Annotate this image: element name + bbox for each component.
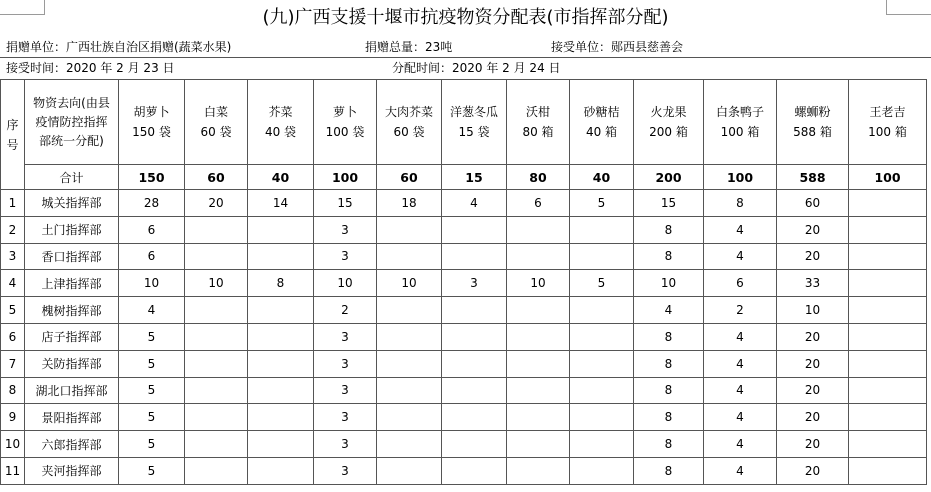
destination-header-text: 物资去向(由县疫情防控指挥部统一分配) — [33, 95, 110, 148]
seq-cell: 8 — [1, 377, 25, 404]
value-cell — [248, 377, 314, 404]
total-cell: 80 — [507, 165, 570, 190]
total-cell: 100 — [314, 165, 377, 190]
value-cell: 10 — [119, 270, 185, 297]
value-cell: 14 — [248, 190, 314, 217]
item-name: 芥菜 — [268, 105, 293, 119]
value-cell — [507, 457, 570, 484]
value-cell — [377, 350, 442, 377]
value-cell: 18 — [377, 190, 442, 217]
value-cell: 15 — [634, 190, 704, 217]
seq-cell: 9 — [1, 404, 25, 431]
value-cell: 3 — [314, 243, 377, 270]
value-cell — [442, 243, 507, 270]
value-cell: 10 — [185, 270, 248, 297]
value-cell — [849, 377, 927, 404]
table-row — [1, 377, 927, 404]
value-cell — [248, 457, 314, 484]
item-name: 白菜 — [203, 105, 228, 119]
value-cell: 8 — [634, 404, 704, 431]
value-cell — [507, 404, 570, 431]
item-quantity: 60 袋 — [393, 125, 425, 139]
value-cell: 10 — [377, 270, 442, 297]
value-cell — [849, 431, 927, 458]
total-cell: 60 — [377, 165, 442, 190]
value-cell: 4 — [704, 377, 777, 404]
table-row — [1, 270, 927, 297]
value-cell: 20 — [777, 350, 849, 377]
value-cell — [248, 350, 314, 377]
value-cell — [849, 457, 927, 484]
item-quantity: 40 袋 — [264, 125, 297, 139]
value-cell: 10 — [634, 270, 704, 297]
donor-info: 捐赠单位：广西壮族自治区捐赠(蔬菜水果) — [6, 40, 232, 54]
destination-cell: 湖北口指挥部 — [25, 377, 119, 404]
value-cell — [442, 297, 507, 324]
table-row — [1, 243, 927, 270]
item-header — [119, 80, 185, 165]
total-info: 捐赠总量：23吨 — [365, 40, 453, 54]
info-divider — [0, 57, 931, 58]
value-cell: 4 — [634, 297, 704, 324]
value-cell: 4 — [442, 190, 507, 217]
value-cell — [849, 190, 927, 217]
value-cell — [507, 243, 570, 270]
value-cell — [248, 216, 314, 243]
value-cell: 4 — [704, 457, 777, 484]
item-header — [314, 80, 377, 165]
header-row — [1, 80, 927, 165]
item-header — [248, 80, 314, 165]
value-cell: 2 — [704, 297, 777, 324]
value-cell — [442, 323, 507, 350]
value-cell — [570, 431, 634, 458]
value-cell — [570, 323, 634, 350]
value-cell: 20 — [777, 377, 849, 404]
value-cell: 6 — [704, 270, 777, 297]
value-cell — [507, 350, 570, 377]
item-name: 砂糖桔 — [583, 105, 620, 119]
value-cell: 8 — [634, 216, 704, 243]
value-cell — [570, 377, 634, 404]
value-cell: 28 — [119, 190, 185, 217]
value-cell — [849, 216, 927, 243]
value-cell — [507, 323, 570, 350]
value-cell: 5 — [119, 404, 185, 431]
seq-cell: 5 — [1, 297, 25, 324]
table-row — [1, 323, 927, 350]
destination-cell: 香口指挥部 — [25, 243, 119, 270]
value-cell: 8 — [634, 243, 704, 270]
item-header — [570, 80, 634, 165]
item-name: 胡萝卜 — [133, 105, 170, 119]
value-cell: 20 — [185, 190, 248, 217]
item-name: 大肉芥菜 — [385, 105, 434, 119]
value-cell — [442, 431, 507, 458]
item-header — [507, 80, 570, 165]
destination-cell: 六郎指挥部 — [25, 431, 119, 458]
value-cell: 3 — [314, 350, 377, 377]
table-row — [1, 216, 927, 243]
value-cell — [185, 297, 248, 324]
value-cell — [185, 323, 248, 350]
value-cell — [442, 377, 507, 404]
value-cell — [248, 297, 314, 324]
seq-cell: 11 — [1, 457, 25, 484]
value-cell — [570, 297, 634, 324]
value-cell — [570, 350, 634, 377]
total-cell: 588 — [777, 165, 849, 190]
destination-cell: 城关指挥部 — [25, 190, 119, 217]
value-cell: 33 — [777, 270, 849, 297]
value-cell: 20 — [777, 243, 849, 270]
value-cell — [377, 377, 442, 404]
item-quantity: 40 箱 — [585, 125, 618, 139]
value-cell: 8 — [634, 457, 704, 484]
value-cell: 6 — [119, 243, 185, 270]
seq-cell: 3 — [1, 243, 25, 270]
value-cell: 8 — [634, 350, 704, 377]
value-cell: 10 — [314, 270, 377, 297]
value-cell — [570, 216, 634, 243]
seq-header — [1, 80, 25, 190]
value-cell: 3 — [314, 323, 377, 350]
total-label: 合计 — [25, 165, 119, 190]
value-cell: 5 — [570, 190, 634, 217]
value-cell: 8 — [248, 270, 314, 297]
value-cell: 5 — [119, 431, 185, 458]
value-cell: 20 — [777, 404, 849, 431]
value-cell: 5 — [119, 457, 185, 484]
value-cell: 4 — [704, 431, 777, 458]
value-cell — [377, 243, 442, 270]
value-cell — [507, 377, 570, 404]
total-cell: 200 — [634, 165, 704, 190]
table-row — [1, 350, 927, 377]
destination-cell: 店子指挥部 — [25, 323, 119, 350]
received-time-info: 接受时间：2020 年 2 月 23 日 — [6, 61, 175, 75]
value-cell: 3 — [314, 404, 377, 431]
table-row — [1, 457, 927, 484]
item-quantity: 588 箱 — [793, 125, 832, 139]
table-row — [1, 190, 927, 217]
total-row — [1, 165, 927, 190]
value-cell — [442, 457, 507, 484]
destination-cell: 夹河指挥部 — [25, 457, 119, 484]
item-name: 王老吉 — [869, 105, 906, 119]
total-cell: 60 — [185, 165, 248, 190]
value-cell: 8 — [704, 190, 777, 217]
value-cell — [570, 243, 634, 270]
item-header — [442, 80, 507, 165]
item-quantity: 150 袋 — [132, 125, 171, 139]
value-cell: 8 — [634, 323, 704, 350]
item-name: 螺蛳粉 — [794, 105, 831, 119]
item-header — [634, 80, 704, 165]
value-cell — [570, 457, 634, 484]
value-cell: 4 — [119, 297, 185, 324]
destination-header — [25, 80, 119, 165]
seq-cell: 2 — [1, 216, 25, 243]
destination-cell: 关防指挥部 — [25, 350, 119, 377]
total-cell: 100 — [704, 165, 777, 190]
value-cell: 20 — [777, 323, 849, 350]
total-cell: 15 — [442, 165, 507, 190]
value-cell: 4 — [704, 216, 777, 243]
table-row — [1, 431, 927, 458]
seq-header-text: 序号 — [6, 117, 19, 152]
value-cell: 6 — [507, 190, 570, 217]
value-cell — [248, 431, 314, 458]
destination-cell: 景阳指挥部 — [25, 404, 119, 431]
value-cell — [377, 457, 442, 484]
allocated-time-info: 分配时间：2020 年 2 月 24 日 — [392, 61, 561, 75]
value-cell — [185, 404, 248, 431]
total-cell: 40 — [570, 165, 634, 190]
value-cell — [442, 404, 507, 431]
value-cell: 8 — [634, 431, 704, 458]
value-cell — [507, 216, 570, 243]
item-quantity: 100 箱 — [720, 125, 760, 139]
value-cell: 60 — [777, 190, 849, 217]
value-cell: 3 — [314, 216, 377, 243]
value-cell — [248, 323, 314, 350]
value-cell: 3 — [314, 457, 377, 484]
value-cell — [849, 270, 927, 297]
value-cell: 2 — [314, 297, 377, 324]
value-cell: 20 — [777, 457, 849, 484]
value-cell: 3 — [314, 377, 377, 404]
value-cell — [507, 431, 570, 458]
value-cell — [248, 243, 314, 270]
value-cell: 4 — [704, 404, 777, 431]
table-row — [1, 297, 927, 324]
value-cell — [377, 404, 442, 431]
value-cell — [849, 323, 927, 350]
seq-cell: 7 — [1, 350, 25, 377]
value-cell — [442, 350, 507, 377]
value-cell: 3 — [314, 431, 377, 458]
item-quantity: 80 箱 — [522, 125, 554, 139]
value-cell — [849, 243, 927, 270]
seq-cell: 6 — [1, 323, 25, 350]
value-cell: 10 — [777, 297, 849, 324]
value-cell: 20 — [777, 431, 849, 458]
item-header — [849, 80, 927, 165]
value-cell — [377, 323, 442, 350]
value-cell — [377, 216, 442, 243]
value-cell: 8 — [634, 377, 704, 404]
value-cell — [570, 404, 634, 431]
value-cell: 10 — [507, 270, 570, 297]
item-header — [377, 80, 442, 165]
value-cell: 6 — [119, 216, 185, 243]
value-cell — [185, 216, 248, 243]
total-cell: 100 — [849, 165, 927, 190]
value-cell — [185, 431, 248, 458]
value-cell: 5 — [119, 323, 185, 350]
value-cell: 4 — [704, 323, 777, 350]
value-cell — [185, 243, 248, 270]
total-cell: 150 — [119, 165, 185, 190]
destination-cell: 槐树指挥部 — [25, 297, 119, 324]
value-cell — [248, 404, 314, 431]
value-cell — [377, 297, 442, 324]
value-cell: 3 — [442, 270, 507, 297]
seq-cell: 4 — [1, 270, 25, 297]
destination-cell: 土门指挥部 — [25, 216, 119, 243]
item-header — [704, 80, 777, 165]
item-name: 火龙果 — [650, 105, 687, 119]
item-name: 洋葱冬瓜 — [450, 105, 499, 119]
item-header — [185, 80, 248, 165]
item-name: 沃柑 — [525, 105, 550, 119]
value-cell: 5 — [570, 270, 634, 297]
receiver-info: 接受单位：郧西县慈善会 — [551, 40, 684, 54]
value-cell — [185, 457, 248, 484]
allocation-table — [0, 79, 927, 485]
item-quantity: 100 袋 — [325, 125, 365, 139]
value-cell: 15 — [314, 190, 377, 217]
value-cell — [849, 350, 927, 377]
page-title: (九)广西支援十堰市抗疫物资分配表(市指挥部分配) — [262, 7, 669, 28]
value-cell: 5 — [119, 350, 185, 377]
value-cell: 4 — [704, 243, 777, 270]
seq-cell: 1 — [1, 190, 25, 217]
table-row — [1, 404, 927, 431]
value-cell — [377, 431, 442, 458]
item-quantity: 200 箱 — [649, 125, 688, 139]
value-cell — [849, 404, 927, 431]
value-cell — [185, 377, 248, 404]
value-cell — [849, 297, 927, 324]
item-name: 萝卜 — [332, 105, 357, 119]
item-quantity: 60 袋 — [200, 125, 232, 139]
value-cell — [185, 350, 248, 377]
item-quantity: 15 袋 — [458, 125, 490, 139]
total-cell: 40 — [248, 165, 314, 190]
value-cell — [442, 216, 507, 243]
value-cell — [507, 297, 570, 324]
destination-cell: 上津指挥部 — [25, 270, 119, 297]
value-cell: 5 — [119, 377, 185, 404]
value-cell: 20 — [777, 216, 849, 243]
item-quantity: 100 箱 — [868, 125, 907, 139]
seq-cell: 10 — [1, 431, 25, 458]
value-cell: 4 — [704, 350, 777, 377]
item-name: 白条鸭子 — [716, 105, 765, 119]
item-header — [777, 80, 849, 165]
